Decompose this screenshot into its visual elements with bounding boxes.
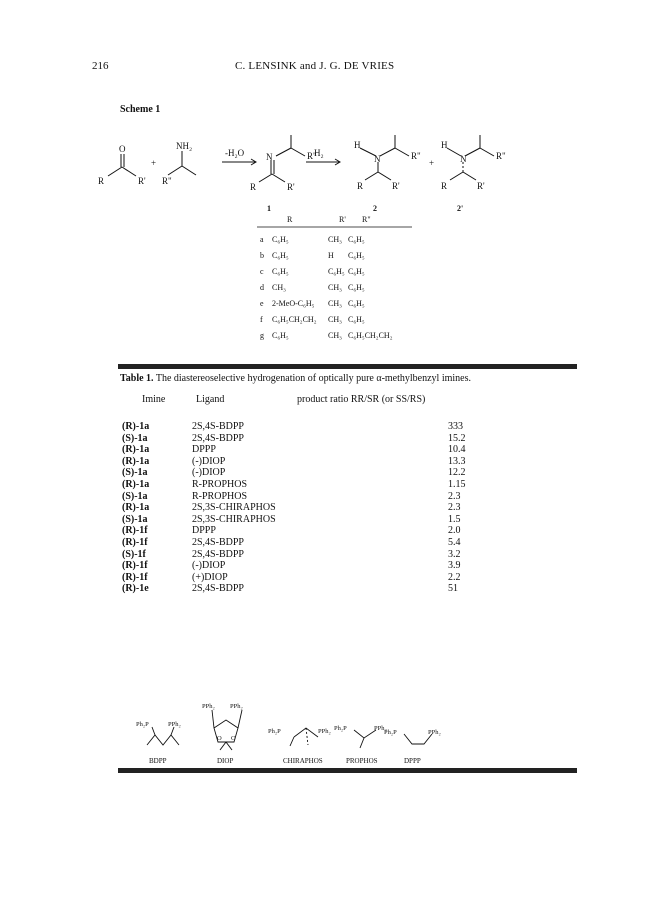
table-row bbox=[118, 433, 508, 445]
diop-o-left: O bbox=[217, 735, 222, 742]
ligand-structures bbox=[0, 690, 672, 760]
table-row bbox=[118, 467, 508, 479]
ratio-cell: 3.2 bbox=[448, 548, 461, 560]
plus-sign-2: + bbox=[429, 158, 435, 168]
imine-cell: (R)-1e bbox=[122, 583, 149, 595]
ratio-cell: 3.9 bbox=[448, 560, 461, 572]
table-caption bbox=[120, 373, 471, 384]
plus-sign-1: + bbox=[151, 158, 157, 168]
imine-cell: (R)-1f bbox=[122, 536, 148, 548]
ligand-name-prophos: PROPHOS bbox=[346, 757, 378, 765]
imine-cell: (S)-1a bbox=[122, 490, 148, 502]
imine-r: R bbox=[250, 182, 257, 192]
amine2p-r2: R" bbox=[496, 151, 506, 161]
scheme-title: Scheme 1 bbox=[120, 104, 161, 115]
ligand-cell: R-PROPHOS bbox=[192, 478, 248, 490]
amine2-n: N bbox=[374, 154, 381, 164]
running-title: C. LENSINK and J. G. DE VRIES bbox=[235, 60, 395, 72]
ligand-name-diop: DIOP bbox=[217, 757, 234, 765]
subtable-header-r1: R' bbox=[339, 215, 346, 224]
results-table bbox=[118, 421, 508, 595]
ratio-cell: 10.4 bbox=[448, 444, 466, 456]
column-header-ligand: Ligand bbox=[196, 394, 225, 405]
imine-cell: (S)-1a bbox=[122, 432, 148, 444]
list-item: d CH₃ CH₃ C₆H₅ bbox=[260, 283, 365, 292]
imine-cell: (R)-1f bbox=[122, 571, 148, 583]
amine2-r: R bbox=[357, 181, 364, 191]
imine-r2: R" bbox=[307, 151, 317, 161]
imine-n: N bbox=[266, 152, 273, 162]
table-row bbox=[118, 444, 508, 456]
imine-cell: (R)-1f bbox=[122, 560, 148, 572]
ligand-cell: 2S,4S-BDPP bbox=[192, 432, 244, 444]
column-header-imine: Imine bbox=[142, 394, 166, 405]
diop-o-right: O bbox=[231, 735, 236, 742]
table-row bbox=[118, 502, 508, 514]
page-number: 216 bbox=[92, 60, 109, 72]
ligand-cell: 2S,3S-CHIRAPHOS bbox=[192, 513, 276, 525]
reagent-hydrogen: H₂ bbox=[314, 148, 324, 158]
amine2-r2: R" bbox=[411, 151, 421, 161]
ligand-cell: (-)DIOP bbox=[192, 467, 226, 479]
imine-cell: (S)-1a bbox=[122, 513, 148, 525]
subtable-header-r2: R" bbox=[362, 215, 371, 224]
amine2-h: H bbox=[354, 140, 361, 150]
reaction-scheme bbox=[0, 0, 672, 240]
list-item: f C₆H₅CH₂CH₂ CH₃ C₆H₅ bbox=[260, 315, 365, 324]
ratio-cell: 2.0 bbox=[448, 525, 461, 537]
ligand-cell: (+)DIOP bbox=[192, 571, 228, 583]
ketone-o: O bbox=[119, 144, 126, 154]
ratio-cell: 5.4 bbox=[448, 536, 461, 548]
dppp-ph2p: Ph₂P bbox=[384, 729, 397, 736]
table-caption-text: The diastereoselective hydrogenation of optically pure α-methylbenzyl imines. bbox=[155, 373, 471, 384]
diop-pph2-left: PPh₂ bbox=[202, 703, 215, 710]
table-row bbox=[118, 479, 508, 491]
table-row bbox=[118, 572, 508, 584]
ligand-cell: 2S,4S-BDPP bbox=[192, 583, 244, 595]
list-item: e 2-MeO-C₆H₅ CH₃ C₆H₅ bbox=[260, 299, 365, 308]
subtable-header-r: R bbox=[287, 215, 293, 224]
table-row bbox=[118, 537, 508, 549]
ratio-cell: 1.15 bbox=[448, 478, 466, 490]
ratio-cell: 13.3 bbox=[448, 455, 466, 467]
ligand-cell: 2S,4S-BDPP bbox=[192, 421, 244, 432]
ratio-cell: 15.2 bbox=[448, 432, 466, 444]
imine-cell: (R)-1a bbox=[122, 502, 150, 514]
amine2p-h: H bbox=[441, 140, 448, 150]
ratio-cell: 1.5 bbox=[448, 513, 461, 525]
list-item: g C₆H₅ CH₃ C₆H₅CH₂CH₂ bbox=[260, 331, 393, 340]
reagent-minus-water: -H₂O bbox=[225, 148, 245, 158]
ratio-cell: 2.2 bbox=[448, 571, 461, 583]
ratio-cell: 51 bbox=[448, 583, 458, 595]
table-row bbox=[118, 549, 508, 561]
amine2p-r1: R' bbox=[477, 181, 485, 191]
table-row bbox=[118, 583, 508, 595]
prophos-ph2p: Ph₂P bbox=[334, 725, 347, 732]
amine2p-n: N bbox=[460, 154, 467, 164]
ligand-cell: 2S,4S-BDPP bbox=[192, 536, 244, 548]
amine-nh2: NH₂ bbox=[176, 141, 193, 151]
chiraphos-ph2p: Ph₂P bbox=[268, 728, 281, 735]
ketone-r1: R' bbox=[138, 176, 146, 186]
table-row bbox=[118, 525, 508, 537]
imine-cell: (R)-1a bbox=[122, 455, 150, 467]
diop-pph2-right: PPh₂ bbox=[230, 703, 243, 710]
ligand-name-chiraphos: CHIRAPHOS bbox=[283, 757, 323, 765]
table-row bbox=[118, 421, 508, 433]
amine2-r1: R' bbox=[392, 181, 400, 191]
chiraphos-pph2: PPh₂ bbox=[318, 728, 331, 735]
imine-cell: (S)-1f bbox=[122, 548, 146, 560]
table-row bbox=[118, 560, 508, 572]
bdpp-ph2p: Ph₂P bbox=[136, 721, 149, 728]
table-top-rule bbox=[118, 364, 577, 369]
compound-label-2prime: 2' bbox=[457, 204, 464, 213]
ligand-cell: 2S,3S-CHIRAPHOS bbox=[192, 502, 276, 514]
dppp-pph2: PPh₂ bbox=[428, 729, 441, 736]
bdpp-pph2: PPh₂ bbox=[168, 721, 181, 728]
ligand-name-bdpp: BDPP bbox=[149, 757, 167, 765]
ratio-cell: 12.2 bbox=[448, 467, 466, 479]
ligand-cell: (-)DIOP bbox=[192, 560, 226, 572]
imine-cell: (R)-1a bbox=[122, 444, 150, 456]
ligand-cell: (-)DIOP bbox=[192, 455, 226, 467]
table-row bbox=[118, 491, 508, 503]
imine-cell: (R)-1f bbox=[122, 525, 148, 537]
ratio-cell: 2.3 bbox=[448, 490, 461, 502]
substituent-table bbox=[260, 232, 393, 344]
table-bottom-rule bbox=[118, 768, 577, 773]
list-item: a C₆H₅ CH₃ C₆H₅ bbox=[260, 235, 365, 244]
column-header-ratio: product ratio RR/SR (or SS/RS) bbox=[297, 394, 426, 405]
ligand-cell: 2S,4S-BDPP bbox=[192, 548, 244, 560]
ligand-name-dppp: DPPP bbox=[404, 757, 421, 765]
list-item: b C₆H₅ H C₆H₅ bbox=[260, 251, 365, 260]
imine-cell: (R)-1a bbox=[122, 421, 150, 432]
imine-cell: (R)-1a bbox=[122, 478, 150, 490]
amine2p-r: R bbox=[441, 181, 448, 191]
ligand-cell: DPPP bbox=[192, 525, 216, 537]
table-row bbox=[118, 456, 508, 468]
ligand-cell: R-PROPHOS bbox=[192, 490, 248, 502]
prophos-pph2: PPh₂ bbox=[374, 725, 387, 732]
compound-label-1: 1 bbox=[267, 204, 271, 213]
table-caption-label: Table 1. bbox=[120, 373, 154, 384]
ligand-cell: DPPP bbox=[192, 444, 216, 456]
ratio-cell: 333 bbox=[448, 421, 463, 432]
list-item: c C₆H₅ C₆H₅ C₆H₅ bbox=[260, 267, 365, 276]
imine-cell: (S)-1a bbox=[122, 467, 148, 479]
ratio-cell: 2.3 bbox=[448, 502, 461, 514]
compound-label-2: 2 bbox=[373, 204, 377, 213]
amine-r2: R" bbox=[162, 176, 172, 186]
ketone-r: R bbox=[98, 176, 105, 186]
table-row bbox=[118, 514, 508, 526]
imine-r1: R' bbox=[287, 182, 295, 192]
